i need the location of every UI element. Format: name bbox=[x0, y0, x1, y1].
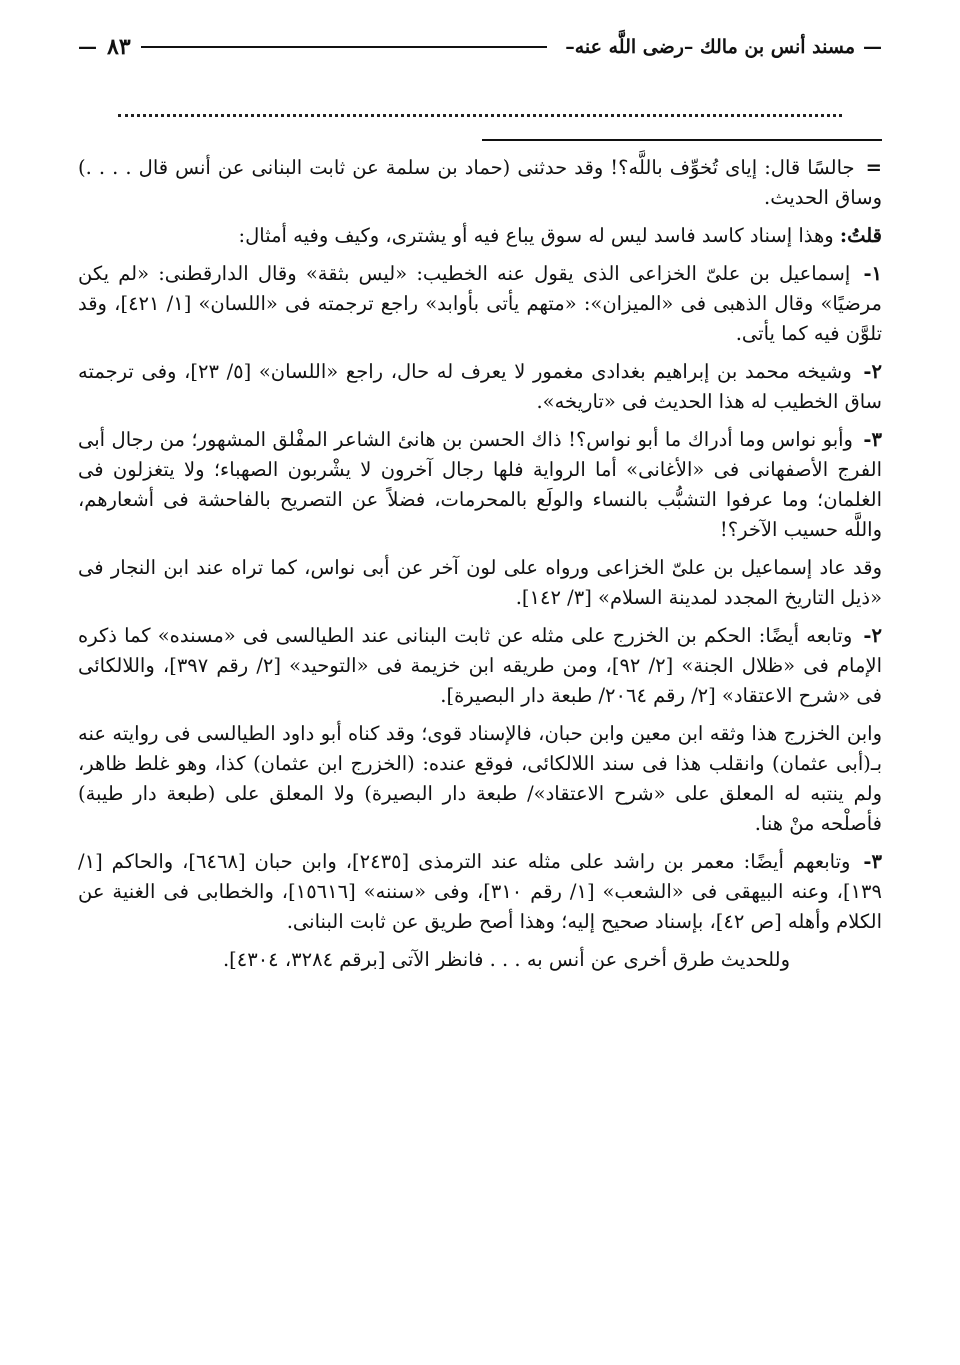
paragraph-text: وهذا إسناد كاسد فاسد ليس له سوق يباع فيه أو يشترى، وكيف وفيه أمثال: bbox=[238, 224, 834, 247]
paragraph-7 bbox=[78, 621, 882, 711]
paragraph-5 bbox=[78, 425, 882, 545]
running-header bbox=[78, 30, 882, 64]
header-dash-end: — bbox=[78, 36, 97, 58]
paragraph-lead: قلتُ: bbox=[839, 224, 882, 247]
item-number: ٢- bbox=[863, 624, 882, 647]
paragraph-text: وتابعهم أيضًا: معمر بن راشد على مثله عند الترمذى [٢٤٣٥]، وابن حبان [٦٤٦٨]، والحاكم [١/ ١٣٩]، وعنه البيهقى فى «الشعب» [١/ رقم ٣١٠]، وفى «سننه» [١٥٦١٦]، والخطابى فى الغنية عن الكلام وأهله [ص ٤٢]، بإسناد صحيح إليه؛ وهذا أصح طريق عن ثابت البنانى. bbox=[78, 850, 882, 933]
item-number: ٢- bbox=[863, 360, 882, 383]
item-number: ١- bbox=[863, 262, 883, 285]
paragraph-8 bbox=[78, 719, 882, 839]
header-dash: — bbox=[863, 36, 882, 58]
paragraph-4 bbox=[78, 357, 882, 417]
paragraph-3 bbox=[78, 259, 882, 349]
paragraph-text: جالسًا قال: إياى تُخوِّف باللَّه؟! وقد حدثنى (حماد بن سلمة عن ثابت البنانى عن أنس قال . . . .) وساق الحديث. bbox=[78, 156, 882, 209]
paragraph-text: وتابعه أيضًا: الحكم بن الخزرج على مثله عن ثابت البنانى عند الطيالسى فى «مسنده» كما ذكره الإمام فى «ظلال الجنة» [٢/ ٩٢]، ومن طريقه ابن خزيمة فى «التوحيد» [٢/ رقم ٣٩٧]، واللالكائى فى «شرح الاعتقاد» [٢/ رقم ٢٠٦٤/ طبعة دار البصيرة]. bbox=[78, 624, 882, 707]
header-title: مسند أنس بن مالك –رضى اللَّه عنه– bbox=[565, 36, 855, 58]
footnote-text bbox=[78, 153, 882, 975]
paragraph-6 bbox=[78, 553, 882, 613]
header-rule bbox=[141, 46, 548, 48]
footnote-rule bbox=[482, 139, 882, 141]
paragraph-text: وللحديث طرق أخرى عن أنس به . . . فانظر الآتى [برقم ٣٢٨٤، ٤٣٠٤]. bbox=[222, 948, 790, 971]
paragraph-9 bbox=[78, 847, 882, 937]
paragraph-2 bbox=[78, 221, 882, 251]
item-number: ٣- bbox=[863, 850, 882, 873]
paragraph-1 bbox=[78, 153, 882, 213]
paragraph-text: إسماعيل بن علىّ الخزاعى الذى يقول عنه الخطيب: «ليس بثقة» وقال الدارقطنى: «لم يكن مرضيًا» وقال الذهبى فى «الميزان»: «متهم يأتى بأوابد» راجع ترجمته فى «اللسان» [١/ ٤٢١]، وقد تلوَّن فيه كما يأتى. bbox=[78, 262, 882, 345]
continuation-marker: = bbox=[865, 156, 882, 179]
paragraph-text: وأبو نواس وما أدراك ما أبو نواس؟! ذاك الحسن بن هانئ الشاعر المفْلق المشهور؛ من رجال أبى الفرج الأصفهانى فى «الأغانى» أما الرواية فلها رجال آخرون لا يشْربون الصهباء؛ ولا يتغزلون فى الغلمان؛ وما عرفوا التشبُّب بالنساء والولَع بالمحرمات، فضلاً عن التصريح بالفاحشة فى أشعارهم، واللَّه حسيب الآخر؟! bbox=[78, 428, 882, 541]
item-number: ٣- bbox=[863, 428, 882, 451]
page-number: ٨٣ bbox=[107, 34, 131, 60]
paragraph-10 bbox=[78, 945, 882, 975]
paragraph-text: وابن الخزرج هذا وثقه ابن معين وابن حبان، فالإسناد قوى؛ وقد كناه أبو داود الطيالسى فى روايته عنه بـ(أبى عثمان) وانقلب هذا فى سند اللالكائى، فوقع عنده: (الخزرج ابن عثمان) كذا، وهو غلط ظاهر، ولم ينتبه له المعلق على «شرح الاعتقاد»/ طبعة دار البصيرة) ولا المعلق على (طبعة دار طيبة) فأصلْحه منْ هنا. bbox=[78, 722, 882, 835]
paragraph-text: وشيخه محمد بن إبراهيم بغدادى مغمور لا يعرف له حال، راجع «اللسان» [٥/ ٢٣]، وفى ترجمته ساق الخطيب له هذا الحديث فى «تاريخه». bbox=[78, 360, 882, 413]
dotted-separator bbox=[118, 100, 842, 117]
paragraph-text: وقد عاد إسماعيل بن علىّ الخزاعى ورواه على لون آخر عن أبى نواس، كما تراه عند ابن النجار فى «ذيل التاريخ المجدد لمدينة السلام» [٣/ ١٤٢]. bbox=[78, 556, 882, 609]
